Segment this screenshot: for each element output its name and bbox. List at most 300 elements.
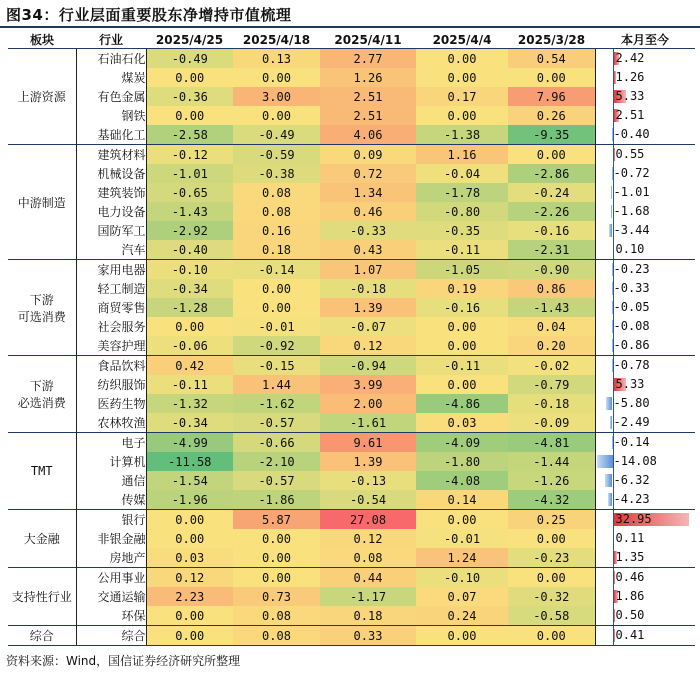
heatmap-cell: -9.35 [508, 125, 595, 145]
heatmap-cell: -0.14 [233, 260, 320, 280]
heatmap-cell: -0.18 [508, 394, 595, 413]
heatmap-cell: -0.10 [416, 568, 508, 588]
heatmap-cell: -1.96 [146, 490, 233, 510]
month-to-date-value: -14.08 [613, 454, 657, 468]
heatmap-cell: -0.94 [320, 356, 416, 376]
heatmap-cell: -0.12 [146, 145, 233, 165]
month-to-date-bar [597, 455, 613, 468]
heatmap-cell: -0.04 [416, 164, 508, 183]
heatmap-cell: -0.11 [416, 356, 508, 376]
heatmap-cell: 0.00 [508, 626, 595, 646]
month-to-date-value: -0.33 [613, 281, 650, 295]
table-row [8, 279, 695, 298]
heatmap-cell: -0.57 [233, 413, 320, 433]
month-to-date-value: 0.10 [615, 242, 645, 256]
month-to-date-bar [611, 186, 612, 199]
table-row [8, 529, 695, 548]
source-note: 资料来源：Wind，国信证券经济研究所整理 [6, 654, 241, 668]
heatmap-cell: -0.59 [233, 145, 320, 165]
month-to-date-cell [595, 106, 695, 125]
month-to-date-cell [595, 87, 695, 106]
sector-label: 下游 必选消费 [8, 356, 76, 433]
month-to-date-value: 0.46 [615, 570, 645, 584]
month-to-date-value: -0.08 [613, 319, 650, 333]
heatmap-cell: 1.24 [416, 548, 508, 568]
month-to-date-cell [595, 202, 695, 221]
col-header-week-2: 2025/4/18 [233, 31, 320, 49]
heatmap-cell: -1.80 [416, 452, 508, 471]
heatmap-cell: 0.00 [416, 626, 508, 646]
month-to-date-value: -5.80 [613, 396, 650, 410]
month-to-date-cell [595, 317, 695, 336]
month-to-date-cell [595, 394, 695, 413]
heatmap-cell: 0.72 [320, 164, 416, 183]
month-to-date-cell [595, 471, 695, 490]
month-to-date-cell [595, 490, 695, 510]
table-row [8, 548, 695, 568]
heatmap-cell: -1.28 [146, 298, 233, 317]
month-to-date-bar [605, 474, 612, 487]
heatmap-cell: -1.54 [146, 471, 233, 490]
month-to-date-value: 1.26 [615, 70, 645, 84]
month-to-date-value: 0.50 [615, 608, 645, 622]
month-to-date-cell [595, 413, 695, 433]
heatmap-cell: -1.38 [416, 125, 508, 145]
heatmap-cell: 0.44 [320, 568, 416, 588]
month-to-date-cell [595, 145, 695, 165]
sector-label: 支持性行业 [8, 568, 76, 626]
heatmap-cell: 1.26 [320, 68, 416, 87]
heatmap-cell: 0.00 [146, 317, 233, 336]
month-to-date-bar [611, 205, 613, 218]
heatmap-cell: 0.00 [233, 548, 320, 568]
table-row [8, 298, 695, 317]
table-row [8, 336, 695, 356]
heatmap-cell: 1.34 [320, 183, 416, 202]
month-to-date-cell [595, 529, 695, 548]
heatmap-cell: -0.35 [416, 221, 508, 240]
month-to-date-cell [595, 375, 695, 394]
table-row [8, 606, 695, 626]
heatmap-cell: 27.08 [320, 510, 416, 530]
month-to-date-value: -1.01 [613, 185, 650, 199]
month-to-date-cell [595, 164, 695, 183]
heatmap-cell: 0.04 [508, 317, 595, 336]
industry-label: 机械设备 [76, 164, 146, 183]
heatmap-cell: 0.00 [416, 317, 508, 336]
month-to-date-cell [595, 279, 695, 298]
industry-label: 社会服务 [76, 317, 146, 336]
month-to-date-value: -0.23 [613, 262, 650, 276]
heatmap-cell: 1.16 [416, 145, 508, 165]
table-row [8, 394, 695, 413]
holdings-table [8, 31, 695, 646]
heatmap-cell: 0.00 [508, 568, 595, 588]
sector-label: 大金融 [8, 510, 76, 568]
industry-label: 国防军工 [76, 221, 146, 240]
month-to-date-cell [595, 260, 695, 280]
industry-label: 交通运输 [76, 587, 146, 606]
heatmap-cell: 9.61 [320, 433, 416, 453]
industry-label: 银行 [76, 510, 146, 530]
month-to-date-cell [595, 433, 695, 453]
month-to-date-value: -0.14 [613, 435, 650, 449]
heatmap-cell: 2.51 [320, 87, 416, 106]
heatmap-cell: -4.08 [416, 471, 508, 490]
heatmap-cell: -0.07 [320, 317, 416, 336]
heatmap-cell: -2.58 [146, 125, 233, 145]
heatmap-cell: -0.16 [508, 221, 595, 240]
month-to-date-cell [595, 221, 695, 240]
industry-label: 公用事业 [76, 568, 146, 588]
table-row [8, 510, 695, 530]
heatmap-cell: 1.39 [320, 298, 416, 317]
month-to-date-bar [612, 128, 613, 141]
sector-label: 上游资源 [8, 49, 76, 145]
sector-label: 综合 [8, 626, 76, 646]
heatmap-cell: 0.86 [508, 279, 595, 298]
heatmap-cell: 0.20 [508, 336, 595, 356]
heatmap-cell: 0.18 [233, 240, 320, 260]
heatmap-cell: -2.86 [508, 164, 595, 183]
heatmap-cell: -0.34 [146, 413, 233, 433]
sector-label: 下游 可选消费 [8, 260, 76, 356]
heatmap-cell: 0.13 [233, 49, 320, 69]
heatmap-cell: -1.05 [416, 260, 508, 280]
industry-label: 煤炭 [76, 68, 146, 87]
industry-label: 轻工制造 [76, 279, 146, 298]
heatmap-cell: 0.12 [146, 568, 233, 588]
month-to-date-value: 2.51 [615, 108, 645, 122]
header-row [8, 31, 695, 49]
heatmap-cell: -0.01 [416, 529, 508, 548]
heatmap-cell: -0.66 [233, 433, 320, 453]
table-row [8, 68, 695, 87]
heatmap-cell: -0.58 [508, 606, 595, 626]
month-to-date-cell [595, 587, 695, 606]
heatmap-cell: -0.36 [146, 87, 233, 106]
heatmap-cell: -2.26 [508, 202, 595, 221]
heatmap-cell: 0.07 [416, 587, 508, 606]
month-to-date-bar [612, 263, 613, 276]
month-to-date-bar [612, 167, 613, 180]
heatmap-cell: -0.49 [146, 49, 233, 69]
heatmap-cell: 1.07 [320, 260, 416, 280]
month-to-date-bar [612, 282, 613, 295]
month-to-date-value: 0.41 [615, 628, 645, 642]
month-to-date-value: 1.35 [615, 550, 645, 564]
table-row [8, 106, 695, 125]
industry-label: 传媒 [76, 490, 146, 510]
industry-label: 基础化工 [76, 125, 146, 145]
heatmap-cell: -1.86 [233, 490, 320, 510]
month-to-date-bar [612, 320, 613, 333]
heatmap-cell: 2.77 [320, 49, 416, 69]
month-to-date-bar [612, 339, 613, 352]
month-to-date-value: -0.05 [613, 300, 650, 314]
heatmap-cell: 0.08 [233, 202, 320, 221]
heatmap-cell: 5.87 [233, 510, 320, 530]
heatmap-cell: 2.51 [320, 106, 416, 125]
heatmap-cell: 7.96 [508, 87, 595, 106]
month-to-date-cell [595, 336, 695, 356]
heatmap-cell: -2.92 [146, 221, 233, 240]
heatmap-cell: 0.12 [320, 529, 416, 548]
heatmap-cell: 2.23 [146, 587, 233, 606]
industry-label: 纺织服饰 [76, 375, 146, 394]
heatmap-cell: 0.00 [146, 68, 233, 87]
month-to-date-value: 0.55 [615, 147, 645, 161]
heatmap-cell: 0.00 [508, 68, 595, 87]
industry-label: 家用电器 [76, 260, 146, 280]
heatmap-cell: 0.08 [320, 548, 416, 568]
heatmap-cell: 0.08 [233, 183, 320, 202]
heatmap-cell: -0.01 [233, 317, 320, 336]
industry-label: 食品饮料 [76, 356, 146, 376]
heatmap-cell: 0.00 [416, 106, 508, 125]
heatmap-cell: -11.58 [146, 452, 233, 471]
month-to-date-bar [609, 224, 613, 237]
month-to-date-bar [614, 629, 615, 642]
heatmap-cell: -4.32 [508, 490, 595, 510]
sector-label: TMT [8, 433, 76, 510]
month-to-date-bar [606, 397, 613, 410]
heatmap-cell: 0.00 [233, 68, 320, 87]
industry-label: 石油石化 [76, 49, 146, 69]
heatmap-cell: -0.80 [416, 202, 508, 221]
month-to-date-cell [595, 183, 695, 202]
month-to-date-value: 5.33 [615, 377, 645, 391]
heatmap-cell: 0.17 [416, 87, 508, 106]
heatmap-cell: 0.54 [508, 49, 595, 69]
heatmap-cell: -0.11 [146, 375, 233, 394]
heatmap-cell: -0.24 [508, 183, 595, 202]
sector-label: 中游制造 [8, 145, 76, 260]
heatmap-cell: 0.00 [233, 279, 320, 298]
industry-label: 美容护理 [76, 336, 146, 356]
heatmap-cell: 0.00 [146, 106, 233, 125]
month-to-date-value: -2.49 [613, 415, 650, 429]
month-to-date-cell [595, 68, 695, 87]
heatmap-cell: 0.03 [416, 413, 508, 433]
table-row [8, 433, 695, 453]
col-header-week-3: 2025/4/11 [320, 31, 416, 49]
industry-label: 电子 [76, 433, 146, 453]
industry-label: 商贸零售 [76, 298, 146, 317]
industry-label: 综合 [76, 626, 146, 646]
heatmap-cell: -0.23 [508, 548, 595, 568]
industry-label: 农林牧渔 [76, 413, 146, 433]
heatmap-cell: 0.46 [320, 202, 416, 221]
heatmap-cell: 0.43 [320, 240, 416, 260]
industry-label: 通信 [76, 471, 146, 490]
heatmap-cell: 0.08 [233, 606, 320, 626]
industry-label: 医药生物 [76, 394, 146, 413]
heatmap-cell: 0.00 [146, 626, 233, 646]
heatmap-cell: -0.15 [233, 356, 320, 376]
industry-label: 汽车 [76, 240, 146, 260]
table-row [8, 221, 695, 240]
heatmap-cell: -1.44 [508, 452, 595, 471]
heatmap-cell: 0.26 [508, 106, 595, 125]
month-to-date-value: -0.86 [613, 338, 650, 352]
heatmap-cell: -1.17 [320, 587, 416, 606]
month-to-date-bar [612, 359, 613, 372]
heatmap-cell: -4.86 [416, 394, 508, 413]
heatmap-cell: 0.00 [233, 529, 320, 548]
heatmap-cell: -1.43 [508, 298, 595, 317]
heatmap-cell: 0.00 [508, 529, 595, 548]
month-to-date-cell [595, 49, 695, 69]
month-to-date-cell [595, 568, 695, 588]
industry-label: 非银金融 [76, 529, 146, 548]
month-to-date-value: -1.68 [613, 204, 650, 218]
month-to-date-value: 32.95 [615, 512, 652, 526]
heatmap-cell: 0.00 [146, 529, 233, 548]
table-row [8, 413, 695, 433]
month-to-date-cell [595, 626, 695, 646]
heatmap-cell: -1.01 [146, 164, 233, 183]
heatmap-cell: -0.38 [233, 164, 320, 183]
table-row [8, 49, 695, 69]
month-to-date-value: 1.86 [615, 589, 645, 603]
industry-label: 电力设备 [76, 202, 146, 221]
heatmap-cell: 0.12 [320, 336, 416, 356]
heatmap-cell: 0.00 [416, 336, 508, 356]
heatmap-cell: 4.06 [320, 125, 416, 145]
heatmap-cell: -4.99 [146, 433, 233, 453]
month-to-date-bar [614, 532, 615, 545]
month-to-date-value: -0.72 [613, 166, 650, 180]
table-row [8, 125, 695, 145]
col-header-sector: 板块 [8, 31, 76, 49]
heatmap-cell: 0.00 [416, 375, 508, 394]
heatmap-cell: 1.39 [320, 452, 416, 471]
month-to-date-bar [612, 436, 613, 449]
month-to-date-value: 0.11 [615, 531, 645, 545]
heatmap-cell: 0.00 [416, 68, 508, 87]
table-row [8, 164, 695, 183]
heatmap-cell: 0.03 [146, 548, 233, 568]
table-row [8, 375, 695, 394]
month-to-date-cell [595, 606, 695, 626]
heatmap-cell: -0.57 [233, 471, 320, 490]
table-row [8, 183, 695, 202]
table-row [8, 490, 695, 510]
col-header-month-to-date: 本月至今 [595, 31, 695, 49]
heatmap-cell: -0.32 [508, 587, 595, 606]
table-row [8, 587, 695, 606]
heatmap-cell: 0.00 [146, 606, 233, 626]
month-to-date-cell [595, 240, 695, 260]
heatmap-cell: -0.54 [320, 490, 416, 510]
heatmap-cell: -1.78 [416, 183, 508, 202]
heatmap-cell: -4.09 [416, 433, 508, 453]
month-to-date-value: -6.32 [613, 473, 650, 487]
month-to-date-bar [614, 243, 615, 256]
heatmap-cell: -2.31 [508, 240, 595, 260]
month-to-date-cell [595, 298, 695, 317]
heatmap-cell: -1.26 [508, 471, 595, 490]
heatmap-cell: 0.00 [233, 298, 320, 317]
industry-label: 有色金属 [76, 87, 146, 106]
table-row [8, 240, 695, 260]
month-to-date-bar [614, 571, 615, 584]
heatmap-cell: -1.61 [320, 413, 416, 433]
heatmap-cell: -0.34 [146, 279, 233, 298]
month-to-date-bar [608, 493, 613, 506]
heatmap-cell: -1.62 [233, 394, 320, 413]
heatmap-cell: 0.42 [146, 356, 233, 376]
heatmap-cell: -0.40 [146, 240, 233, 260]
heatmap-cell: 3.99 [320, 375, 416, 394]
heatmap-cell: -0.33 [320, 221, 416, 240]
heatmap-cell: 0.14 [416, 490, 508, 510]
heatmap-cell: 0.16 [233, 221, 320, 240]
heatmap-cell: -4.81 [508, 433, 595, 453]
heatmap-cell: -0.90 [508, 260, 595, 280]
month-to-date-bar [610, 416, 613, 429]
heatmap-cell: -0.79 [508, 375, 595, 394]
heatmap-cell: 0.33 [320, 626, 416, 646]
heatmap-cell: -0.11 [416, 240, 508, 260]
table-row [8, 145, 695, 165]
heatmap-cell: 0.19 [416, 279, 508, 298]
heatmap-cell: -1.32 [146, 394, 233, 413]
heatmap-cell: 0.18 [320, 606, 416, 626]
heatmap-cell: -0.16 [416, 298, 508, 317]
heatmap-cell: -0.02 [508, 356, 595, 376]
heatmap-cell: -0.09 [508, 413, 595, 433]
month-to-date-cell [595, 510, 695, 530]
heatmap-cell: 0.08 [233, 626, 320, 646]
heatmap-cell: -0.06 [146, 336, 233, 356]
table-row [8, 471, 695, 490]
heatmap-cell: -0.49 [233, 125, 320, 145]
industry-label: 房地产 [76, 548, 146, 568]
industry-label: 环保 [76, 606, 146, 626]
heatmap-cell: 0.00 [416, 510, 508, 530]
heatmap-cell: -0.13 [320, 471, 416, 490]
heatmap-cell: 1.44 [233, 375, 320, 394]
month-to-date-cell [595, 356, 695, 376]
month-to-date-cell [595, 452, 695, 471]
heatmap-cell: 0.00 [233, 568, 320, 588]
month-to-date-cell [595, 125, 695, 145]
heatmap-cell: 0.00 [146, 510, 233, 530]
heatmap-cell: -0.18 [320, 279, 416, 298]
heatmap-cell: 0.00 [416, 49, 508, 69]
heatmap-cell: -1.43 [146, 202, 233, 221]
table-row [8, 626, 695, 646]
month-to-date-value: -3.44 [613, 223, 650, 237]
table-row [8, 317, 695, 336]
col-header-week-5: 2025/3/28 [508, 31, 595, 49]
month-to-date-bar [614, 609, 615, 622]
heatmap-cell: 2.00 [320, 394, 416, 413]
month-to-date-value: 2.42 [615, 51, 645, 65]
table-row [8, 568, 695, 588]
table-row [8, 452, 695, 471]
col-header-week-1: 2025/4/25 [146, 31, 233, 49]
col-header-week-4: 2025/4/4 [416, 31, 508, 49]
month-to-date-value: -4.23 [613, 492, 650, 506]
industry-label: 建筑材料 [76, 145, 146, 165]
heatmap-cell: 0.73 [233, 587, 320, 606]
heatmap-cell: 3.00 [233, 87, 320, 106]
month-to-date-bar [612, 301, 613, 314]
table-row [8, 260, 695, 280]
